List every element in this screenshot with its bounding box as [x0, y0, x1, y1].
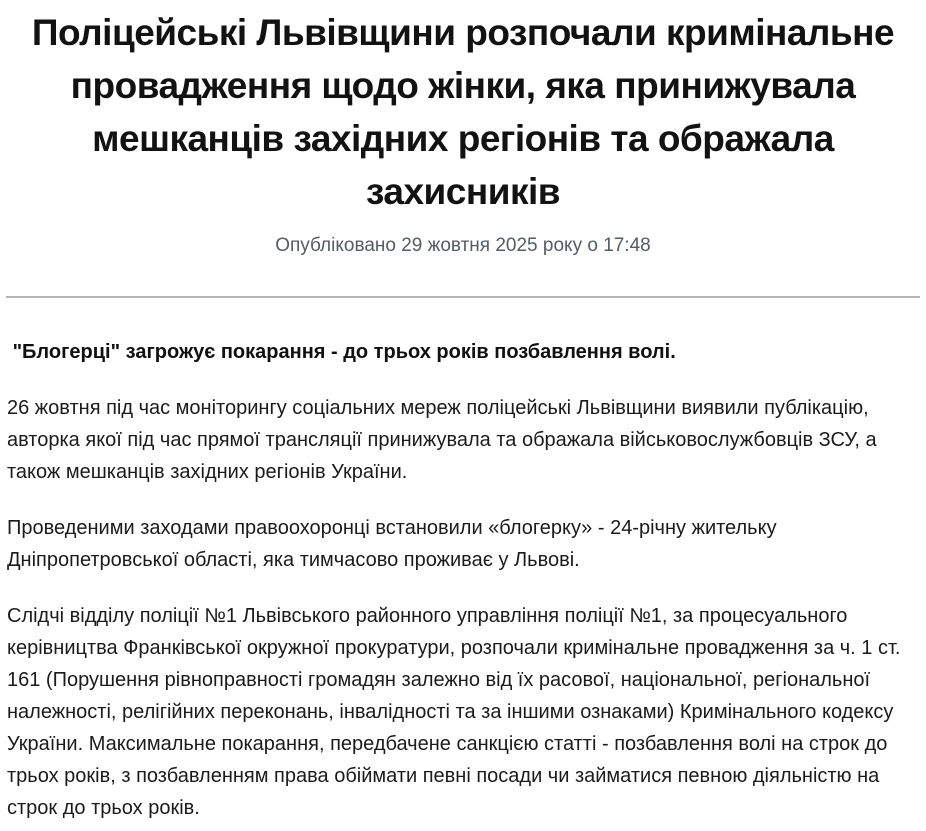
body-paragraph: Слідчі відділу поліції №1 Львівського районного управління поліції №1, за процесуального керівництва Франківської окружної прокуратури, розпочали кримінальне провадження за ч. 1 ст. 161 (Порушення рівноправності громадян залежно від їх расової, національної, регіональної належності, релігійних переконань, інвалідності та за іншими ознаками) Кримінального кодексу України. Максимальне покарання, передбачене санкцією статті - позбавлення волі на строк до трьох років, з позбавленням права обіймати певні посади чи займатися певною діяльністю на строк до трьох років. — [7, 605, 901, 819]
divider — [6, 296, 920, 298]
article-title: Поліцейські Львівщини розпочали кримінальне провадження щодо жінки, яка принижувала мешканців західних регіонів та ображала захисників — [31, 12, 895, 212]
article-header — [0, 6, 926, 258]
lead-paragraph: "Блогерці" загрожує покарання - до трьох років позбавлення волі. — [7, 341, 676, 363]
body-paragraph: 26 жовтня під час моніторингу соціальних мереж поліцейські Львівщини виявили публікацію, авторка якої під час прямої трансляції принижувала та ображала військовослужбовців ЗСУ, а також мешканців західних регіонів України. — [7, 397, 877, 483]
article-body — [0, 336, 926, 824]
publish-date: Опубліковано 29 жовтня 2025 року о 17:48 — [275, 235, 651, 256]
body-paragraph: Проведеними заходами правоохоронці встановили «блогерку» - 24-річну жительку Дніпропетровської області, яка тимчасово проживає у Львові. — [7, 517, 777, 571]
